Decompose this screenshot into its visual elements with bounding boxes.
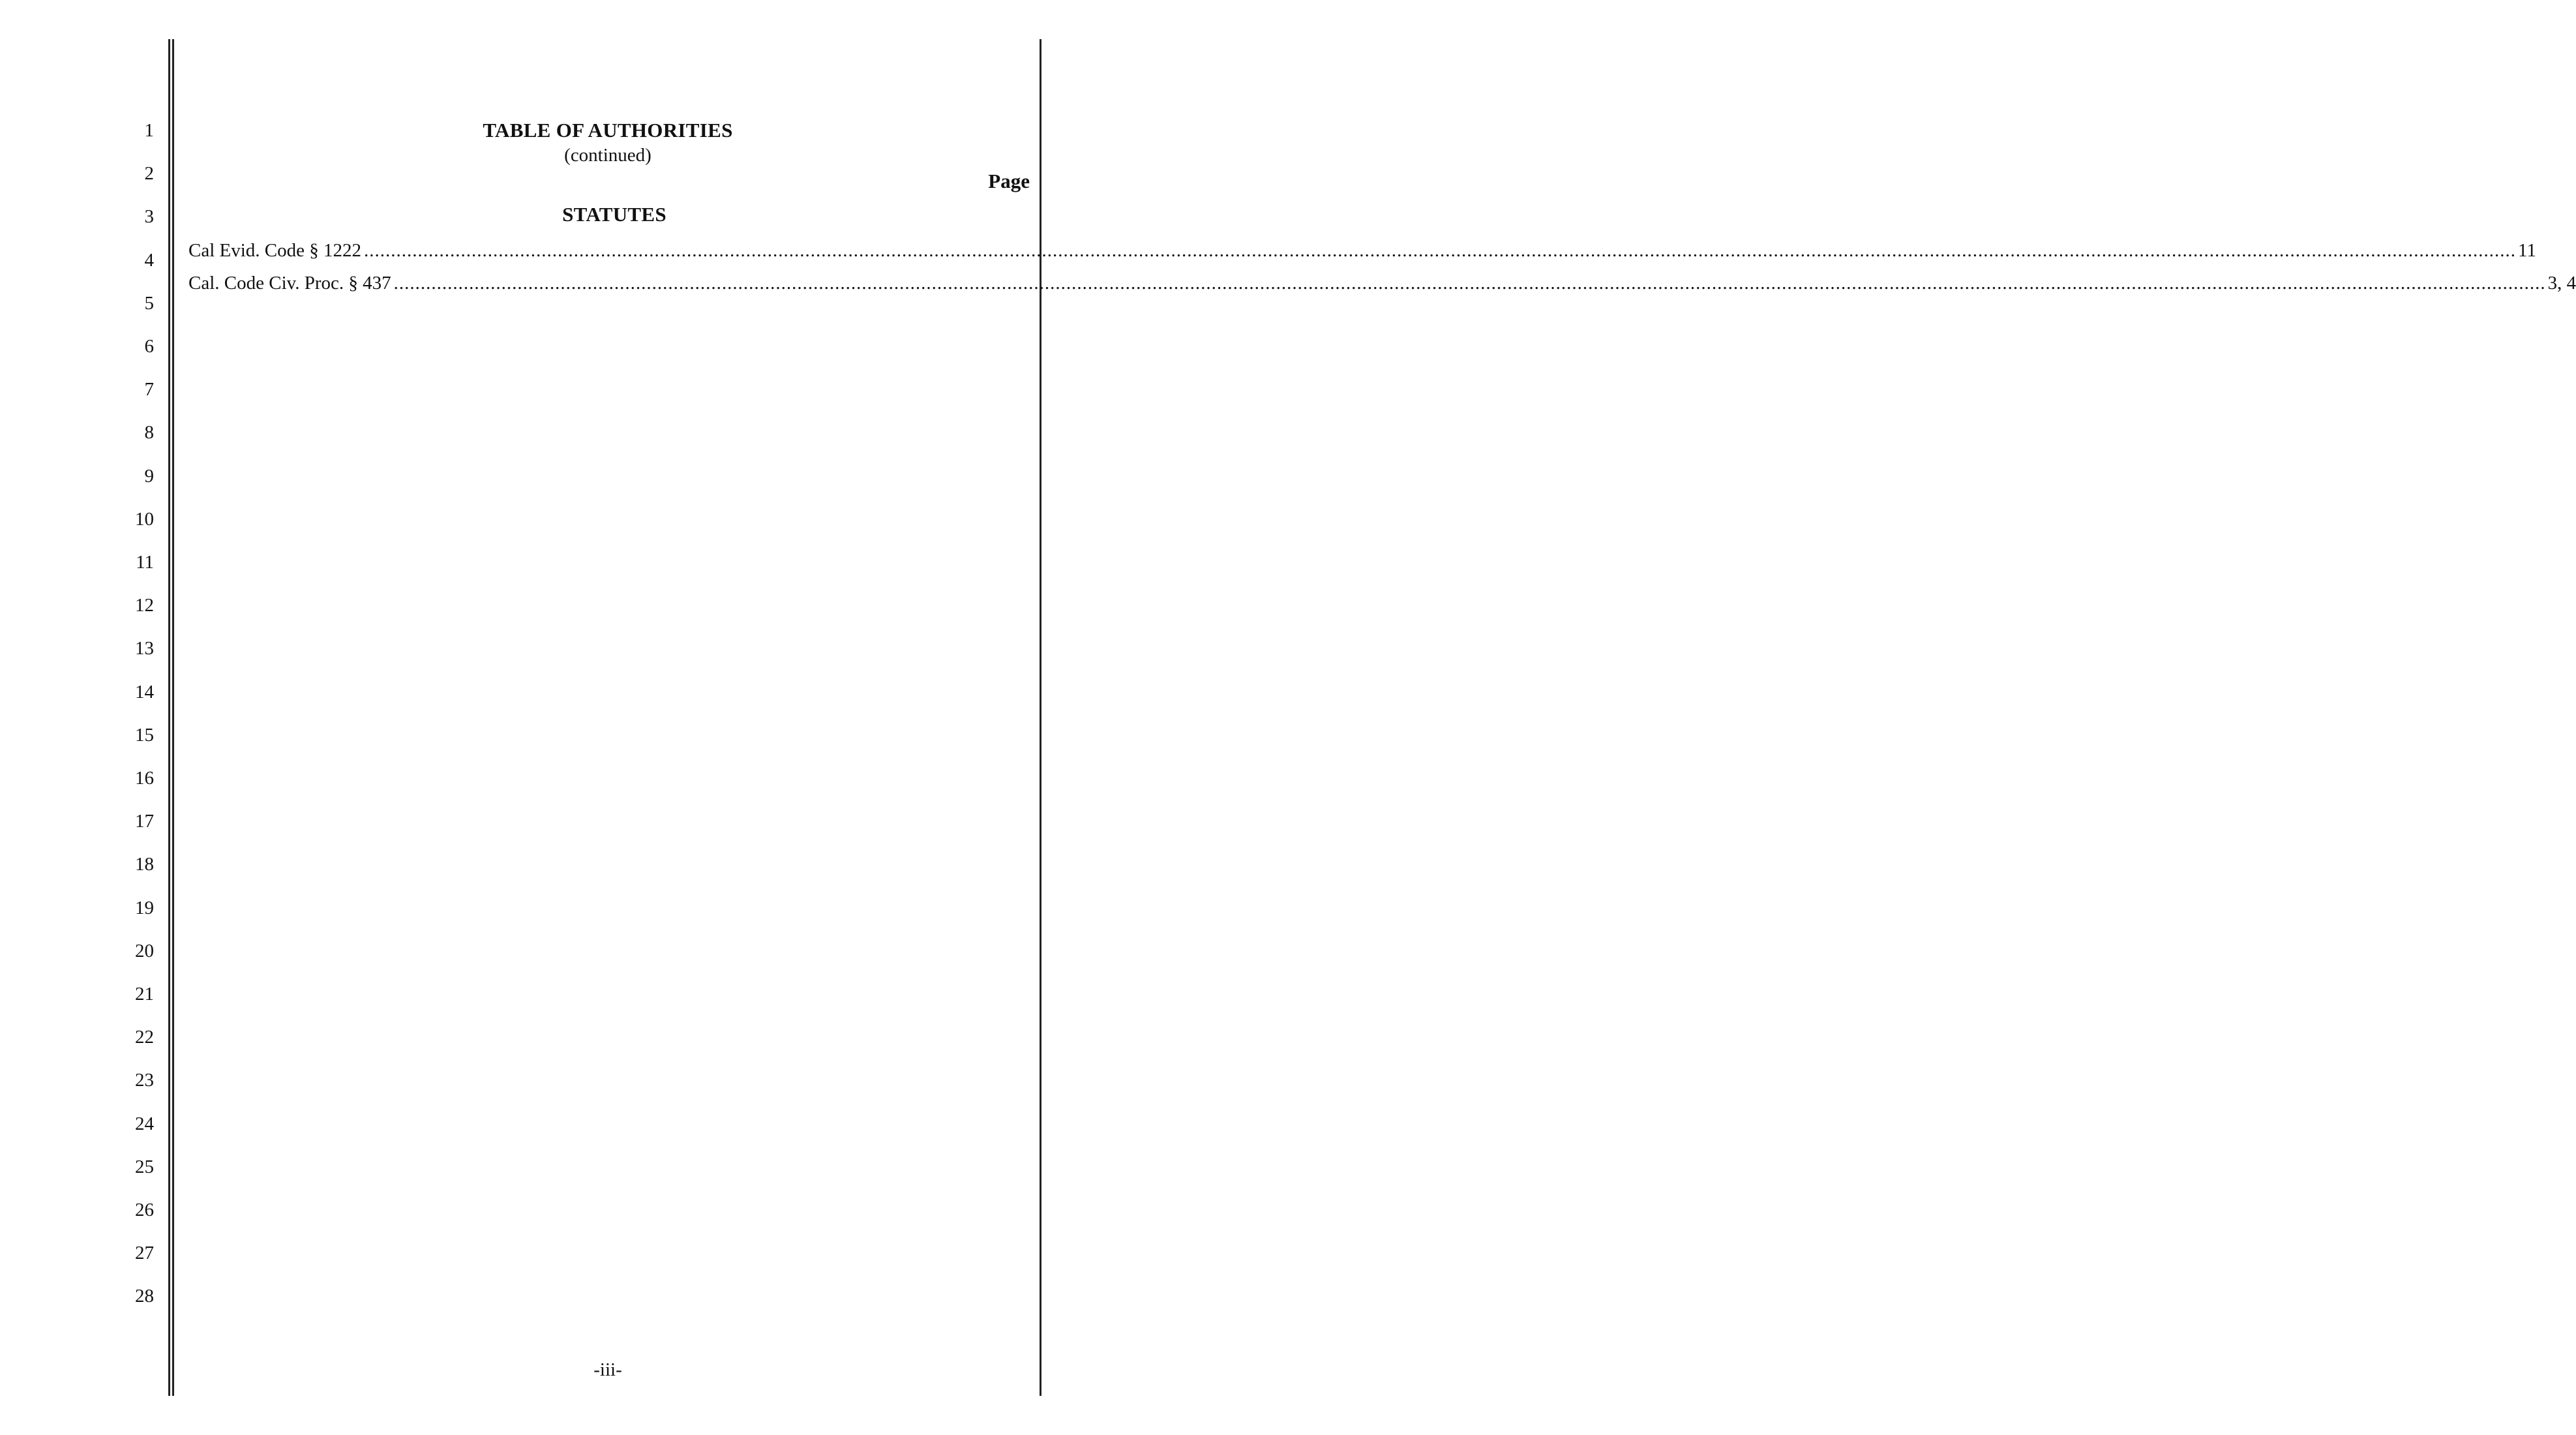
line-number: 11 [136,552,154,573]
line-number: 23 [135,1070,154,1091]
authority-pages: 11 [2518,240,2536,261]
line-number: 2 [144,163,154,185]
line-number: 21 [135,984,154,1004]
line-number: 19 [135,897,154,918]
line-number: 22 [135,1027,154,1048]
line-number: 15 [135,724,154,746]
line-numbers [117,0,157,1435]
line-number: 14 [135,681,154,702]
page-title: TABLE OF AUTHORITIES [483,119,733,142]
line-number: 3 [144,206,154,228]
line-number: 27 [135,1243,154,1264]
line-number: 1 [144,120,154,141]
left-margin-rule-inner [172,39,174,1396]
line-number: 7 [144,379,154,400]
line-number: 8 [144,422,154,444]
dot-leader: ................................................................................................................................................................................................................................................................................................................................................................................................................ [393,273,2546,294]
line-number: 4 [144,249,154,271]
statutes-list [188,234,2576,299]
authority-entry [188,234,2536,267]
line-number: 20 [135,940,154,961]
authority-name: Cal Evid. Code § 1222 [188,240,362,261]
line-number: 25 [135,1156,154,1177]
line-number: 12 [135,595,154,616]
line-number: 16 [135,768,154,789]
authority-entry [188,267,2576,299]
line-number: 10 [135,508,154,530]
line-number: 13 [135,638,154,659]
line-number: 28 [135,1286,154,1307]
line-number: 24 [135,1113,154,1134]
line-number: 5 [144,292,154,314]
line-number: 6 [144,336,154,357]
section-heading: STATUTES [562,203,666,226]
page-subtitle: (continued) [564,145,651,166]
line-number: 18 [135,854,154,875]
authority-pages: 3, 4 [2547,273,2576,294]
page-column-heading: Page [988,170,1030,192]
dot-leader: ................................................................................................................................................................................................................................................................................................................................................................................................................ [364,240,2517,261]
line-number: 26 [135,1200,154,1220]
line-number: 17 [135,811,154,832]
left-margin-rule [168,39,170,1396]
line-number: 9 [144,465,154,487]
authority-name: Cal. Code Civ. Proc. § 437 [188,273,391,294]
footer-page-number: -iii- [593,1359,622,1380]
